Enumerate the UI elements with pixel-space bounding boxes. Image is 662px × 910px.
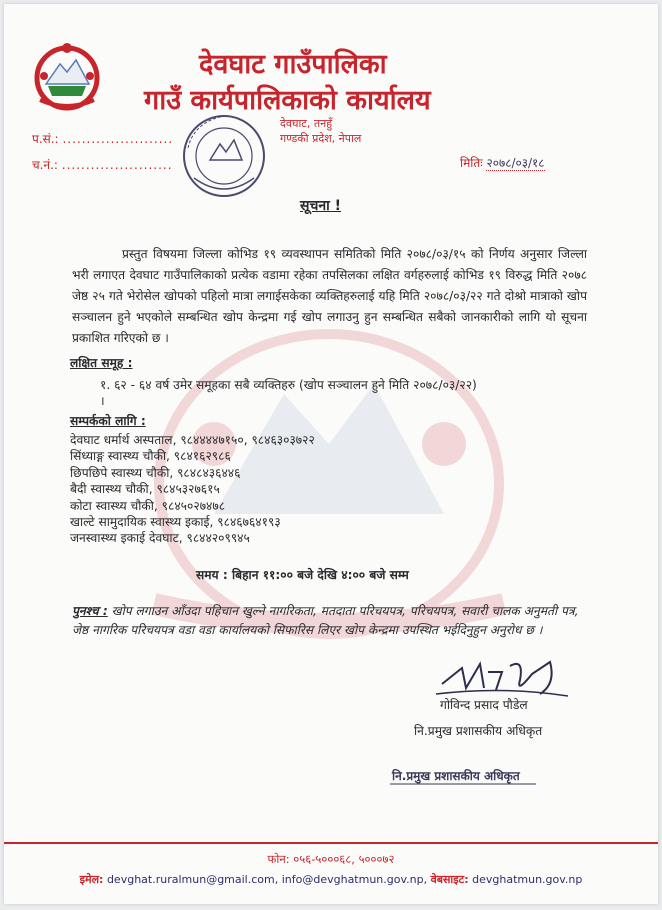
office-name: गाउँ कार्यपालिकाको कार्यालय [144, 85, 431, 116]
postscript [72, 602, 592, 639]
ps-dots: ....................... [62, 132, 174, 146]
website-label: वेबसाइट: [430, 873, 469, 886]
ps-reference [32, 130, 173, 147]
office-address [280, 116, 361, 146]
cn-reference [32, 156, 173, 173]
contacts-heading: सम्पर्कको लागि : [70, 414, 146, 428]
nepal-emblem-logo-icon [32, 40, 102, 114]
target-group-item-tail: । [100, 394, 105, 408]
date-label: मितिः [460, 156, 483, 170]
address-line-1: देवघाट, तनहुँ [280, 117, 333, 130]
service-time: समय : बिहान ११:०० बजे देखि ४:०० बजे सम्म [196, 568, 409, 582]
date-value: २०७८/०३/१८ [486, 156, 545, 170]
footer-phone: फोन: ०५६-५०००६८, ५०००७२ [267, 852, 395, 866]
contact-item: बैदी स्वास्थ्य चौकी, ९८४५३२७६१५ [70, 482, 220, 497]
signatory-title: नि.प्रमुख प्रशासकीय अधिकृत [414, 724, 543, 738]
notice-body-text: प्रस्तुत विषयमा जिल्ला कोभिड १९ व्यवस्थापन समितिको मिति २०७८/०३/१५ को निर्णय अनुसार जिल्ला भरी लगाएत देवघाट गाउँपालिकाको प्रत्येक वडामा रहेका तपसिलका लक्षित वर्गहरुलाई कोभिड १९ विरुद्ध मिति २०७८ जेष्ठ २५ गते भेरोसेल खोपको पहिलो मात्रा लगाईसकेका व्यक्तिहरुलाई यहि मिति २०७८/०३/२२ गते दोश्रो मात्राको खोप सञ्चालन हुने भएकोले सम्बन्धित खोप केन्द्रमा गई खोप लगाउनु हुन सम्बन्धित सबैको जानकारीको लागि यो सूचना प्रकाशित गरिएको छ । [72, 247, 587, 345]
ps-label: प.सं.: [32, 132, 59, 146]
cn-dots: ....................... [61, 158, 173, 172]
contact-item: देवघाट धर्मार्थ अस्पताल, ९८४४४४७१५०, ९८४६३०३७२२ [70, 433, 315, 447]
footer-contact [4, 872, 658, 887]
address-line-2: गण्डकी प्रदेश, नेपाल [280, 132, 362, 145]
signature-icon [432, 654, 572, 700]
footer-divider [4, 842, 658, 844]
contact-item: जनस्वास्थ्य इकाई देवघाट, ९८४४२०९९४५ [70, 531, 250, 546]
date-row [460, 154, 545, 171]
contact-item: कोटा स्वास्थ्य चौकी, ९८४५०२७४७८ [70, 498, 226, 513]
contact-item: छिपछिपे स्वास्थ्य चौकी, ९८४८४३६४४६ [70, 465, 241, 480]
notice-title: सूचना ! [300, 198, 342, 214]
office-seal-stamp-icon [174, 108, 274, 204]
letter-page [4, 4, 658, 904]
postscript-text: खोप लगाउन आँउदा पहिचान खुल्ने नागरिकता, मतदाता परिचयपत्र, परिचयपत्र, सवारी चालक अनुमती पत्र, जेष्ठ नागरिक परिचयपत्र वडा वडा कार्यालयको सिफारिस लिएर खोप केन्द्रमा उपस्थित भईदिनुहुन अनुरोध छ । [72, 604, 579, 637]
signatory-name: गोविन्द प्रसाद पौडेल [440, 698, 528, 712]
designation-stamp-text: नि.प्रमुख प्रशासकीय अधिकृत [392, 769, 520, 783]
target-group-item: १. ६२ - ६४ वर्ष उमेर समूहका सबै व्यक्तिहरु (खोप सञ्चालन हुने मिति २०७८/०३/२२) [100, 378, 477, 392]
notice-body [72, 244, 587, 349]
email-links[interactable]: devghat.ruralmun@gmail.com, info@devghatmun.gov.np, [106, 873, 428, 886]
contact-item: सिंध्याङ्ग स्वास्थ्य चौकी, ९८४१६२९८६ [70, 449, 231, 464]
target-group-heading: लक्षित समूह : [70, 356, 133, 370]
website-link[interactable]: devghatmun.gov.np [472, 873, 583, 886]
postscript-label: पुनश्च : [72, 604, 108, 618]
email-label: इमेल: [79, 873, 104, 886]
cn-label: च.नं.: [32, 158, 58, 172]
contacts-list [70, 432, 315, 547]
contact-item: खाल्टे सामुदायिक स्वास्थ्य इकाई, ९८४६७६४१९३ [70, 515, 281, 530]
org-name: देवघाट गाउँपालिका [199, 49, 387, 80]
designation-stamp-icon [386, 760, 542, 788]
